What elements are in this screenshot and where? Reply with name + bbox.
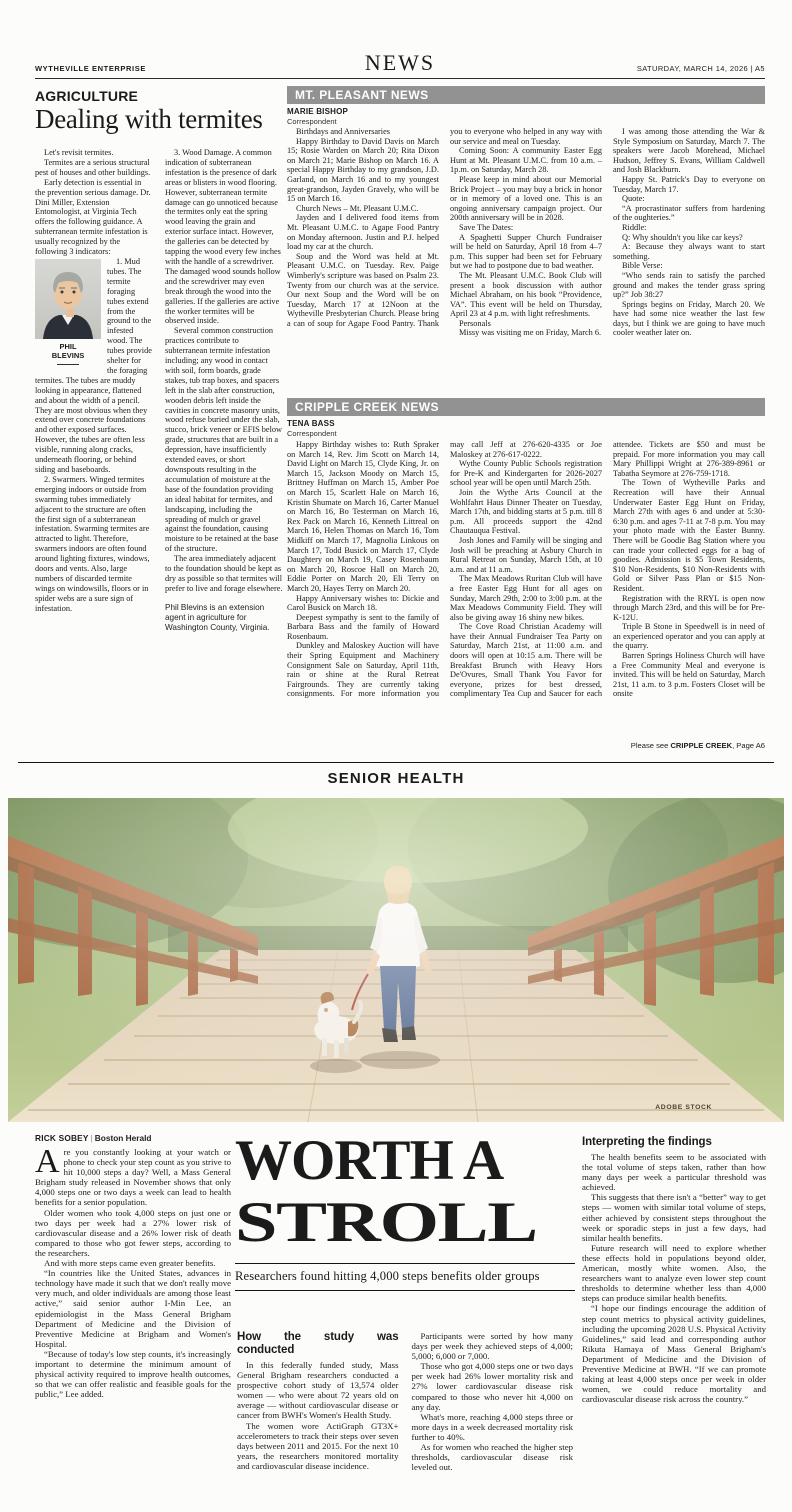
paragraph: The Cove Road Christian Academy will have their Annual Fundraiser Tea Party on Saturday, March 21st, at 11:00 a.m. and doors will open at 10:15 a.m. There will be Breakfast Brunch with Heavy Hors De'Ovures, Small Thank You Favor for everyone, prizes for best dressed, complimentary Tea Cup and Saucer for each attendee. Tickets are $50 and must be prepaid. For more information you may call Mary Phillippi Wright at 276-389-8961 or Tabatha Seymore at 276-759-1718.: [450, 440, 765, 699]
paragraph: Soup and the Word was held at Mt. Pleasant U.M.C. on Tuesday. Rev. Paige Wimberly's scripture was based on Psalm 23. Twenty from our church was at the service. Our next Soup and the Word will be on Tuesday, March 17 at 12Noon at the Wytheville Presbyterian Church. Please bring a can of soup for Agape Food Pantry. Thank you to everyone who helped in any way with our service and meal on Tuesday.: [287, 127, 602, 328]
photo-credit: ADOBE STOCK: [655, 1104, 712, 1111]
paragraph: What's more, reaching 4,000 steps three or more days in a week decreased mortality risk further to 40%.: [411, 1411, 573, 1442]
photo-caption: PHIL BLEVINS: [51, 341, 85, 360]
byline-name: TENA BASS: [287, 419, 335, 428]
paragraph: Happy Birthday to David Davis on March 15; Rosie Warden on March 20; Rita Dixon on March 21; Marie Bishop on March 16. A special Happy Birthday to my grandson, J.D. Garland, on March 16 and to my youngest great-grandson, Jayden Gravely, who will be 15 on March 16.: [287, 136, 439, 204]
mt-pleasant-byline: [287, 107, 348, 126]
paragraph: A: Because they always want to start something.: [613, 242, 765, 261]
paragraph: Quote:: [622, 194, 645, 204]
cripple-creek-banner: CRIPPLE CREEK NEWS: [287, 398, 765, 416]
cripple-creek-byline: [287, 419, 337, 438]
paragraph: Coming Soon: A community Easter Egg Hunt at Mt. Pleasant U.M.C. from 10 a.m. – 1p.m. on Saturday, March 28.: [450, 146, 602, 175]
feature-byline: [35, 1133, 152, 1143]
paragraph: Personals: [459, 318, 491, 328]
paragraph: Older women who took 4,000 steps on just one or two days per week had a 27% lower risk of cardiovascular disease and a 26% lower risk of death compared to those who got fewer steps, according to the researchers.: [35, 1207, 231, 1258]
paragraph: Happy St. Patrick's Day to everyone on Tuesday, March 17.: [613, 174, 765, 194]
study-section: [237, 1331, 573, 1509]
mt-pleasant-banner: MT. PLEASANT NEWS: [287, 86, 765, 104]
paragraph: Future research will need to explore whether these effects hold in populations beyond older, American, mostly white women. Also, the researchers want to analyze even lower step count thresholds to determine whether less than 4,000 steps can produce similar health benefits.: [582, 1242, 766, 1304]
paragraph: Deepest sympathy is sent to the family of Barbara Bass and the family of Howard Rosenbaum.: [287, 612, 439, 641]
paragraph: A Spaghetti Supper Church Fundraiser will be held on Saturday, April 18 from 4–7 p.m. This supper had been set for February but we had to postpone due to bad weather.: [450, 232, 602, 271]
findings-heading: Interpreting the findings: [582, 1136, 712, 1148]
paragraph: Riddle:: [622, 222, 647, 232]
paragraph: Missy was visiting me on Friday, March 6.: [459, 328, 602, 338]
paragraph: Early detection is essential in the prevention serious damage. Dr. Dini Miller, Extension Entomologist, at Virginia Tech offers the following guidance. A subterranean termite infestation is usually recognized by the following 3 indicators:: [35, 177, 151, 257]
byline-role: Correspondent: [287, 429, 337, 438]
paragraph: “A procrastinator suffers from hardening of the oughteries.”: [613, 203, 765, 223]
paragraph: The Max Meadows Ruritan Club will have a free Easter Egg Hunt for all ages on Sunday, March 29th, 2:00 to 3:00 p.m. at the Max Meadows Community Field. They will also be giving away 16 shiny new bikes.: [450, 574, 602, 622]
bridge-walk-image: [8, 798, 784, 1122]
author-tagline-wrap: [165, 603, 283, 633]
subhead-box: [235, 1263, 575, 1291]
termite-article: [35, 148, 283, 744]
termite-intro: [35, 148, 153, 257]
paragraph: “In countries like the United States, advances in technology have made it such that we don't really move very much, and older individuals are among those least active,” said senior author I-Min Lee, an epidemiologist in the Mass General Brigham Department of Medicine and the Division of Preventive Medicine at Brigham and Women's Hospital.: [35, 1268, 231, 1349]
paragraph: I was among those attending the War & Style Symposium on Saturday, March 7. The speakers were Jacob Morehead, Michael Hudson, Jeffrey S. Evans, William Caldwell and Josh Blackburn.: [613, 127, 765, 175]
paragraph: Bible Verse:: [622, 261, 663, 271]
paragraph: The Town of Wytheville Parks and Recreation will have their Annual Underwater Easter Egg Hunt on Friday, March 27th with ages 6 and under at 5:30-6:30 p.m. and ages 7-11 at 7-8 p.m. You may your photo made with the Easter Bunny. There will be Goodie Bag Station where you can trade your collected eggs for a bag of goodies. Admission is $5 Town Residents, $10 Non-Residents, $10 Non-Residents with Gold or Silver Pass Plan or $15 Non-Resident.: [613, 478, 765, 593]
paragraph: In this federally funded study, Mass General Brigham researchers conducted a prospective cohort study of 13,574 older women — who were about 72 years old on average — without cardiovascular disease or cancer from BWH's Women's Health Study.: [237, 1360, 399, 1421]
feature-intro-column: [35, 1147, 231, 1492]
mt-pleasant-column-text: [287, 127, 765, 390]
byline-role: Correspondent: [287, 117, 337, 126]
feature-headline-block: [235, 1130, 575, 1291]
agriculture-headline: Dealing with termites: [35, 104, 263, 134]
paragraph: Church News – Mt. Pleasant U.M.C.: [296, 203, 419, 213]
continuation-suffix: , Page A6: [732, 741, 765, 750]
byline-source: Boston Herald: [94, 1133, 152, 1143]
walking-photo: [8, 798, 784, 1122]
headline-line-1: WORTH A: [235, 1129, 504, 1192]
paragraph: 2. Swarmers. Winged termites emerging indoors or outside from swarming tubes immediately adjacent to the structure are often the first sign of a subterranean infestation. Swarming termites are attracted to light. Therefore, swarmers indoors are often found around lighting fixtures, windows, doors and vents. Also, large numbers of discarded termite wings on windowsills, floors or in spider webs are a sure sign of infestation.: [35, 474, 150, 613]
paragraph: Happy Birthday wishes to: Ruth Spraker on March 14, Rev. Jim Scott on March 14, David Light on March 15, Clyde King, Jr. on March 15, Jackson Moody on March 15, Brittney Huffman on March 15, Amber Poe on March 15, Scarlett Hale on March 16, Kristin Shumate on March 16, Carter Manuel on March 16, Bo Testerman on March 16, Rex Pack on March 16, Kenneth Littreal on March 16, Helen Thomas on March 16, Tom Midkiff on March 17, Magnolia Linkous on March 17, Todd Busick on March 17, Clyde Daughtery on March 19, Casey Rosenbaum on March 20, Roscoe Hall on March 20, Eddie Porter on March 20, Eli Terry on March 20, Hayes Terry on March 20.: [287, 440, 439, 593]
feature-subhead: Researchers found hitting 4,000 steps benefits older groups: [235, 1269, 540, 1283]
findings-section: [582, 1136, 766, 1506]
paragraph: Save The Dates:: [459, 222, 514, 232]
paragraph: The women wore ActiGraph GT3X+ accelerometers to track their steps over seven days between 2011 and 2015. For the next 10 years, the researchers monitored mortality and cardiovascular disease incidence.: [237, 1420, 399, 1471]
paragraph: Termites are a serious structural pest of houses and other buildings.: [35, 157, 151, 177]
paragraph: And with more steps came even greater benefits.: [44, 1258, 216, 1269]
paragraph: The area immediately adjacent to the foundation should be kept as dry as possible so that termites will prefer to live and forage elsewhere.: [165, 554, 283, 593]
paragraph: Please keep in mind about our Memorial Brick Project – you may buy a brick in honor or in memory of a loved one. This is an ongoing anniversary campaign project. Our 200th anniversary will be in 2028.: [450, 174, 602, 223]
paragraph: Happy Anniversary wishes to: Dickie and Carol Busick on March 18.: [287, 593, 439, 613]
paragraph: Barren Springs Holiness Church will have a Free Community Meal and everyone is invited. This will be held on Saturday, March 21st, 11 a.m. to 3 p.m. Fosters Closet will be onsite: [613, 651, 765, 699]
paragraph: This suggests that there isn't a “better” way to get steps — women with similar total volume of steps, either achieved by consistent steps throughout the week or sporadic steps in just a few days, had similar health benefits.: [582, 1192, 766, 1243]
paragraph: Wythe County Public Schools registration for Pre-K and Kindergarten for 2026-2027 school year will be open until March 25th.: [450, 459, 602, 488]
senior-health-banner: SENIOR HEALTH: [327, 770, 465, 787]
continuation-prefix: Please see: [630, 741, 671, 750]
paragraph: Birthdays and Anniversaries: [296, 127, 391, 136]
headline-line-2-text: STROLL: [235, 1191, 537, 1254]
paragraph: “I hope our findings encourage the addition of step count metrics to physical activity guidelines, including the upcoming 2028 U.S. Physical Activity Guidelines,” said lead and corresponding author Rikuta Hamaya of Mass General Brigham's Department of Medicine and the Division of Preventive Medicine at BWH. “If we can promote taking at least 4,000 steps once per week in older women, we could reduce mortality and cardiovascular disease risk across the country.”: [582, 1303, 766, 1405]
author-tagline: Phil Blevins is an extension agent in agriculture for Washington County, Virginia.: [165, 602, 270, 632]
publication-name: WYTHEVILLE ENTERPRISE: [35, 64, 146, 73]
paragraph: Several common construction practices contribute to subterranean termite infestation including; any wood in contact with soil, form boards, grade stakes, tub trap boxes, and spacers left in the slab after construction, wooden debris left inside the cavities in concrete masonry units, wood refuse buried under the slab, stucco, brick veneer or EFIS below grade, structures that are built in a depression, have insufficiently extended eaves, or short downspouts resulting in the accumulation of moisture at the base of the foundation providing an ideal habitat for termites, and landscaping, including the spreading of mulch or gravel against the foundation, causing moisture to be retained at the base of the structure.: [165, 326, 283, 554]
paragraph: Participants were sorted by how many days per week they achieved steps of 4,000; 5,000; 6,000 or 7,000.: [411, 1331, 573, 1362]
page-header: [35, 52, 765, 79]
cripple-creek-column-text: [287, 440, 765, 737]
section-title: NEWS: [364, 50, 436, 75]
phil-blevins-photo: [35, 259, 101, 367]
study-heading: How the study was conducted: [237, 1331, 399, 1356]
byline-name: MARIE BISHOP: [287, 107, 349, 116]
agriculture-kicker: AGRICULTURE: [35, 88, 139, 104]
headshot-image: [35, 259, 101, 339]
paragraph: Registration with the RRYL is open now through March 23rd, and this will be for Pre-K-12U.: [613, 593, 765, 622]
paragraph: Are you constantly looking at your watch or phone to check your step count as you strive to hit 10,000 steps a day? Well, a Mass General Brigham study released in November shows that only 4,000 steps one or two days a week can lead to health benefits for a senior population.: [35, 1147, 231, 1208]
paragraph: Q: Why shouldn't you like car keys?: [622, 232, 743, 242]
paragraph: Josh Jones and Family will be singing and Josh will be preaching at Asbury Church in Rural Retreat on Sunday, March 15th, at 10 a.m. and at 11 a.m.: [450, 535, 602, 574]
byline-name: RICK SOBEY: [35, 1133, 89, 1143]
paragraph: Join the Wythe Arts Council at the Wohlfahrt Haus Dinner Theater on Tuesday, March 17th, and bidding starts at 5 p.m. till 8 p.m. All proceeds support the 42nd Chautauqua Festival.: [450, 487, 602, 536]
headline-line-2: [235, 1192, 575, 1254]
paragraph: 3. Wood Damage. A common indication of subterranean infestation is the presence of dark areas or blisters in wood flooring. However, subterranean termite damage can go unnoticed because the termites only eat the spring wood leaving the grain and exterior surface intact. However, the galleries can be detected by tapping the wood every few inches with the handle of a screwdriver. The damaged wood sounds hollow and the screwdriver may even break through the wood into the galleries. If the galleries are active the worker termites will be observed inside.: [165, 148, 281, 326]
continuation-slug: CRIPPLE CREEK: [670, 741, 733, 750]
paragraph: The Mt. Pleasant U.M.C. Book Club will present a book discussion with author Michael Abraham, on his book “Providence, VA”. This event will be held on Thursday, April 23 at 4 p.m. with light refreshments.: [450, 270, 602, 319]
paragraph: Dunkley and Maloskey Auction will have their Spring Equipment and Machinery Consignment Sale on Saturday, April 11th, rain or shine at the Rural Retreat Fairgrounds. They are currently taking consignments. For more information you may call Jeff at 276-620-4335 or Joe Maloskey at 276-617-0222.: [287, 440, 602, 699]
date-page-number: SATURDAY, MARCH 14, 2026 | A5: [636, 64, 765, 73]
findings-text: [582, 1152, 766, 1404]
paragraph: Let's revisit termites.: [44, 148, 114, 157]
byline-separator: |: [90, 1133, 93, 1143]
paragraph: Triple B Stone in Speedwell is in need of an experienced operator and you can apply at the quarry.: [613, 622, 765, 651]
paragraph: The health benefits seem to be associated with the total volume of steps taken, rather than how many days per week a particular threshold was achieved.: [582, 1152, 766, 1193]
continuation-line: [287, 741, 765, 750]
section-divider-rule: [18, 762, 774, 763]
paragraph: “Who sends rain to satisfy the parched ground and makes the tender grass spring up?” Job 38:27: [613, 270, 765, 300]
paragraph: Springs begins on Friday, March 20. We have had some nice weather the last few days, but I think we are going to have much cooler weather later on.: [613, 299, 765, 338]
paragraph: “Because of today's low step counts, it's increasingly important to determine the minimum amount of physical activity required to improve health outcomes, so that we can offer realistic and feasible goals for the public,” Lee added.: [35, 1348, 231, 1400]
paragraph: Jayden and I delivered food items from Mt. Pleasant U.M.C. to Agape Food Pantry on Monday afternoon. Justin and P.J. helped load my car at the church.: [287, 213, 439, 252]
paragraph: Those who got 4,000 steps one or two days per week had 26% lower mortality risk and 27% lower cardiovascular disease risk compared to those who never hit 4,000 on any day.: [411, 1361, 573, 1412]
paragraph: 1. Mud tubes. The termite foraging tubes extend from the ground to the infested wood. The tubes provide shelter for the foraging termites. The tubes are muddy looking in appearance, flattened and about the width of a pencil. They are most obvious when they extend over concrete foundations and other exposed surfaces. However, the tubes are often less visible, running along cracks, underneath flooring, or behind siding and baseboards.: [35, 256, 152, 474]
caption-rule: [57, 364, 79, 365]
paragraph: As for women who reached the higher step thresholds, cardiovascular disease risk leveled out.: [411, 1442, 573, 1473]
